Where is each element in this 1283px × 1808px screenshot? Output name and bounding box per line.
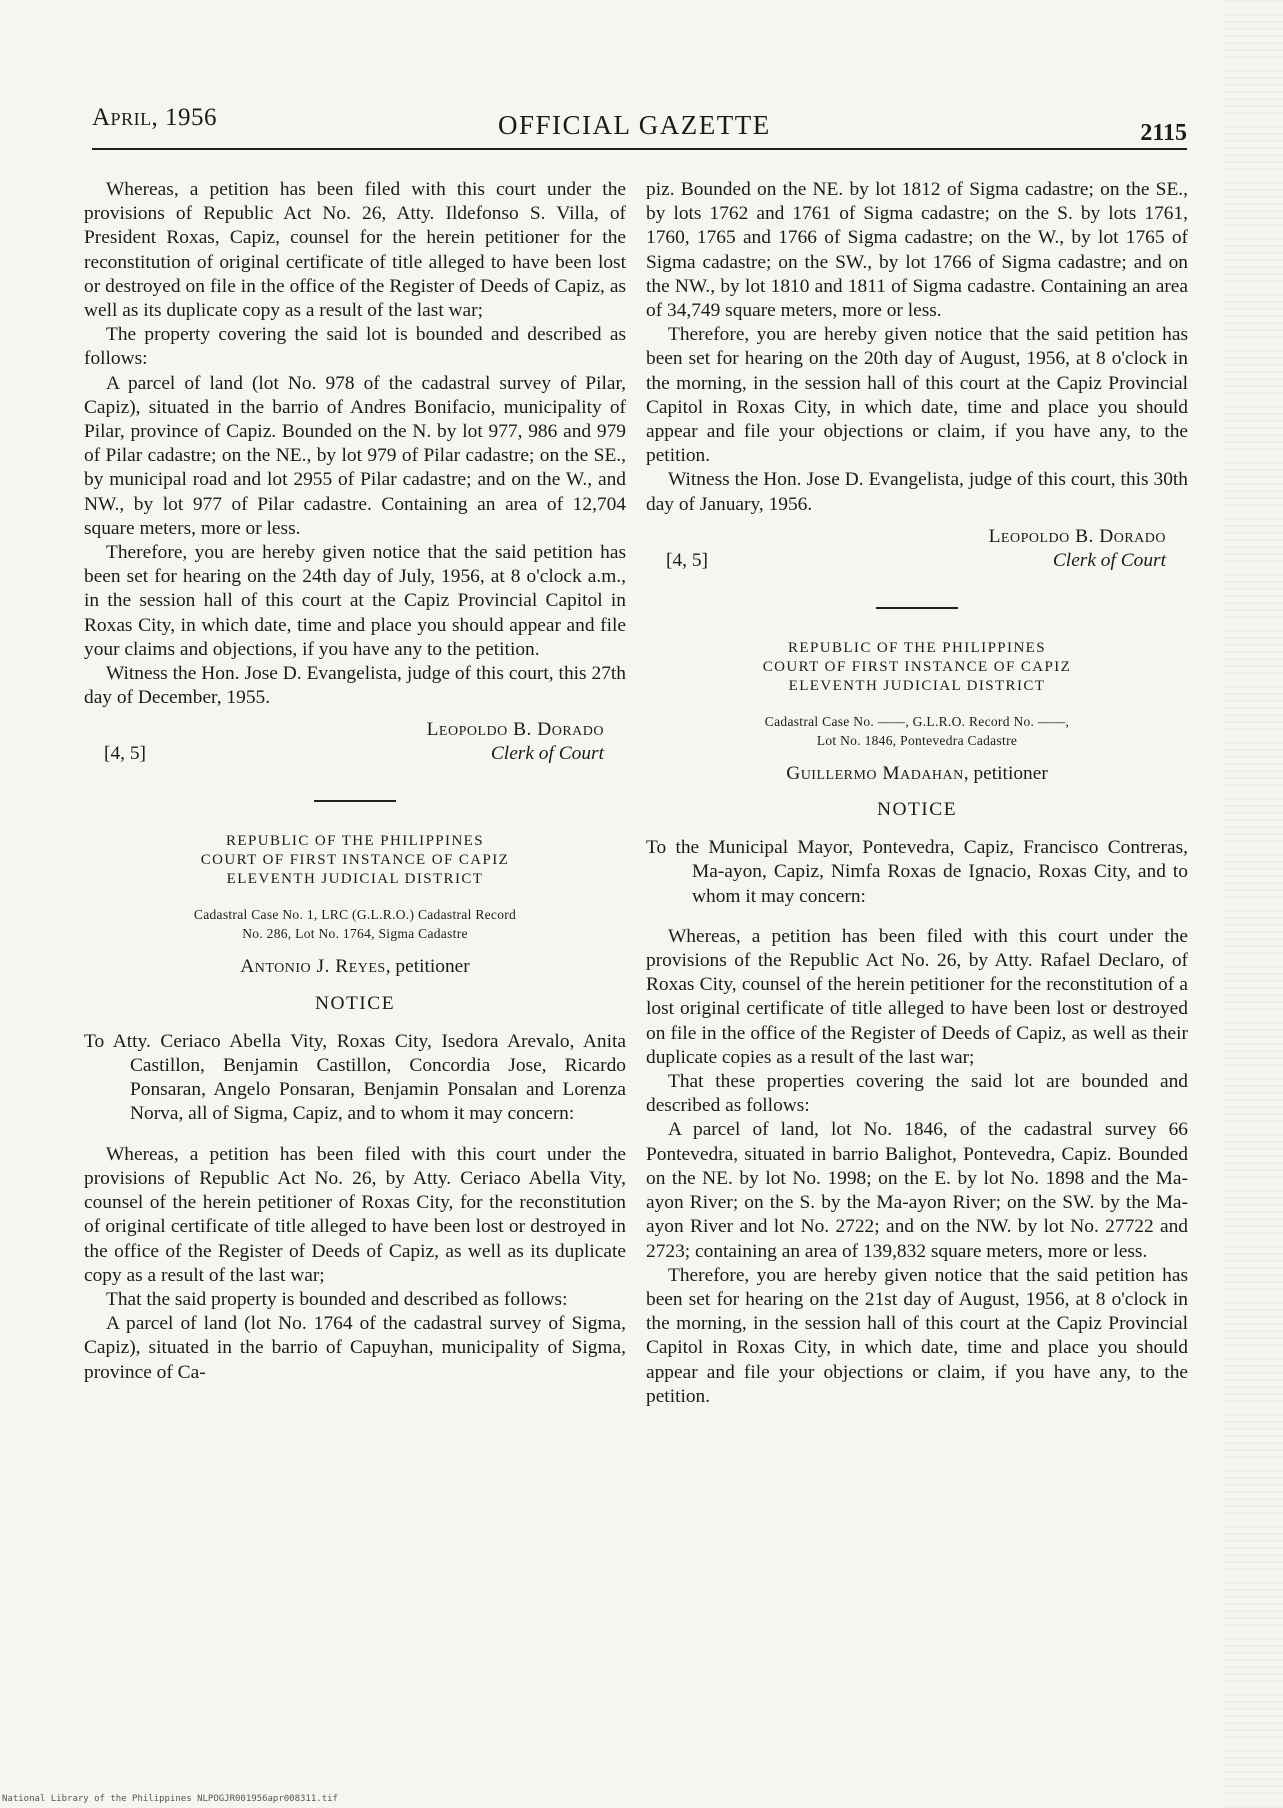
court-caption-line: REPUBLIC OF THE PHILIPPINES — [788, 639, 1046, 656]
left-column — [84, 178, 626, 1385]
case-reference-line: Cadastral Case No. 1, LRC (G.L.R.O.) Cadastral Record — [193, 907, 517, 923]
paragraph: The property covering the said lot is bounded and described as follows: — [84, 324, 626, 370]
section-divider — [876, 607, 958, 609]
signature-block — [84, 718, 626, 774]
court-caption-line: COURT OF FIRST INSTANCE OF CAPIZ — [200, 852, 510, 869]
signature-block — [646, 525, 1188, 581]
scan-footer: National Library of the Philippines NLPOGJR001956apr008311.tif — [2, 1794, 338, 1804]
paragraph: Whereas, a petition has been filed with this court under the provisions of Republic Act No. 26, Atty. Ildefonso S. Villa, of President Roxas, Capiz, counsel for the herein petitioner for the reconstitution of original certificate of title alleged to have been lost or destroyed on file in the office of the Register of Deeds of Capiz, as well as its duplicate copy as a result of the last war; — [84, 179, 626, 322]
paragraph: Whereas, a petition has been filed with this court under the provisions of the Republic Act No. 26, by Atty. Rafael Declaro, of Roxas City, counsel of the herein petitioner for the reconstitution of a lost original certificate of title alleged to have been lost or destroyed on file in the office of the Register of Deeds of Capiz, as well as their duplicate copies as a result of the last war; — [646, 925, 1188, 1068]
notice-heading: NOTICE — [314, 992, 396, 1014]
paragraph: piz. Bounded on the NE. by lot 1812 of Sigma cadastre; on the SE., by lots 1762 and 1761 of Sigma cadastre; on the S. by lots 1761, 1760, 1765 and 1766 of Sigma cadastre; on the W., by lot 1765 of Sigma cadastre; on the SW., by lot 1766 of Sigma cadastre; and on the NW., by lot 1810 and 1811 of Sigma cadastre. Containing an area of 34,749 square meters, more or less. — [646, 179, 1188, 322]
signatory-name: Leopoldo B. Dorado — [988, 525, 1166, 547]
paragraph: Therefore, you are hereby given notice that the said petition has been set for hearing on the 21st day of August, 1956, at 8 o'clock in the morning, in the session hall of this court at the Capiz Provincial Capitol in Roxas City, in which date, time and place you should appear and file your objections or claim, if you have any, to the petition. — [646, 1264, 1188, 1407]
paragraph: A parcel of land, lot No. 1846, of the cadastral survey 66 Pontevedra, situated in barrio Balighot, Pontevedra, Capiz. Bounded on the NE. by lot No. 1998; on the E. by lot No. 1898 and the Ma-ayon River; on the S. by the Ma-ayon River; on the SW. by the Ma-ayon River and lot No. 2722; and on the NW. by lot No. 27722 and 2723; containing an area of 139,832 square meters, more or less. — [646, 1119, 1188, 1262]
paragraph: Whereas, a petition has been filed with this court under the provisions of Republic Act No. 26, by Atty. Ceriaco Abella Vity, counsel of the herein petitioner of Roxas City, for the reconstitution of original certificate of title alleged to have been lost or destroyed in the office of the Register of Deeds of Capiz, as well as its duplicate copy as a result of the last war; — [84, 1143, 626, 1286]
case-reference-line: Lot No. 1846, Pontevedra Cadastre — [816, 732, 1018, 748]
notice-heading: NOTICE — [876, 799, 958, 821]
page-number: 2115 — [1140, 120, 1187, 146]
paragraph: That these properties covering the said lot are bounded and described as follows: — [646, 1071, 1188, 1117]
signatory-name: Leopoldo B. Dorado — [426, 719, 604, 741]
paragraph: Witness the Hon. Jose D. Evangelista, judge of this court, this 27th day of December, 1955. — [84, 663, 626, 709]
publication-title: OFFICIAL GAZETTE — [498, 110, 771, 140]
court-caption-line: REPUBLIC OF THE PHILIPPINES — [226, 833, 484, 850]
signatory-role: Clerk of Court — [1052, 549, 1166, 571]
issue-tag: [4, 5] — [104, 743, 147, 765]
case-reference-line: No. 286, Lot No. 1764, Sigma Cadastre — [242, 926, 468, 942]
petitioner-suffix: , petitioner — [385, 956, 470, 978]
petitioner-line — [84, 955, 626, 979]
petitioner-suffix: , petitioner — [963, 762, 1048, 784]
addressee: To Atty. Ceriaco Abella Vity, Roxas City, Isedora Arevalo, Anita Castillon, Benjamin Castillon, Concordia Jose, Ricardo Ponsaran, Angelo Ponsaran, Benjamin Ponsalan and Lorenza Norva, all of Sigma, Capiz, and to whom it may concern: — [84, 1030, 626, 1125]
paragraph: A parcel of land (lot No. 978 of the cadastral survey of Pilar, Capiz), situated in the barrio of Andres Bonifacio, municipality of Pilar, province of Capiz. Bounded on the N. by lot 977, 986 and 979 of Pilar cadastre; on the NE., by lot 979 of Pilar cadastre; on the SE., by municipal road and lot 2955 of Pilar cadastre; and on the W., and NW., by lot 977 of Pilar cadastre. Containing an area of 12,704 square meters, more or less. — [84, 372, 626, 539]
court-caption-line: ELEVENTH JUDICIAL DISTRICT — [788, 677, 1046, 694]
addressee: To the Municipal Mayor, Pontevedra, Capiz, Francisco Contreras, Ma-ayon, Capiz, Nimfa Roxas de Ignacio, Roxas City, and to whom it may concern: — [646, 837, 1188, 907]
paragraph: Therefore, you are hereby given notice that the said petition has been set for hearing on the 24th day of July, 1956, at 8 o'clock a.m., in the session hall of this court at the Capiz Provincial Capitol in Roxas City, in which date, time and place you should appear and file your claims and objections, if you have any to the petition. — [84, 542, 626, 660]
case-reference — [84, 905, 626, 943]
paragraph: Therefore, you are hereby given notice that the said petition has been set for hearing on the 20th day of August, 1956, at 8 o'clock in the morning, in the session hall of this court at the Capiz Provincial Capitol in Roxas City, in which date, time and place you should appear and file your objections or claim, if you have any, to the petition. — [646, 324, 1188, 467]
petitioner-line — [646, 762, 1188, 786]
section-divider — [314, 800, 396, 802]
case-reference-line: Cadastral Case No. ——, G.L.R.O. Record No. ——, — [764, 713, 1070, 729]
issue-tag: [4, 5] — [666, 549, 709, 571]
paragraph: A parcel of land (lot No. 1764 of the cadastral survey of Sigma, Capiz), situated in the barrio of Capuyhan, municipality of Sigma, province of Ca- — [84, 1313, 626, 1383]
case-reference — [646, 712, 1188, 750]
right-column — [646, 178, 1188, 1409]
page-header — [92, 100, 1187, 150]
signatory-role: Clerk of Court — [490, 743, 604, 765]
paragraph: That the said property is bounded and described as follows: — [106, 1288, 568, 1310]
court-caption-line: ELEVENTH JUDICIAL DISTRICT — [226, 871, 484, 888]
petitioner-name: Antonio J. Reyes — [240, 956, 386, 978]
petitioner-name: Guillermo Madahan — [786, 762, 964, 784]
scan-noise-edge — [1223, 0, 1283, 1808]
court-caption-line: COURT OF FIRST INSTANCE OF CAPIZ — [762, 658, 1072, 675]
paragraph: Witness the Hon. Jose D. Evangelista, judge of this court, this 30th day of January, 1956. — [646, 469, 1188, 515]
issue-date: April, 1956 — [92, 104, 218, 131]
